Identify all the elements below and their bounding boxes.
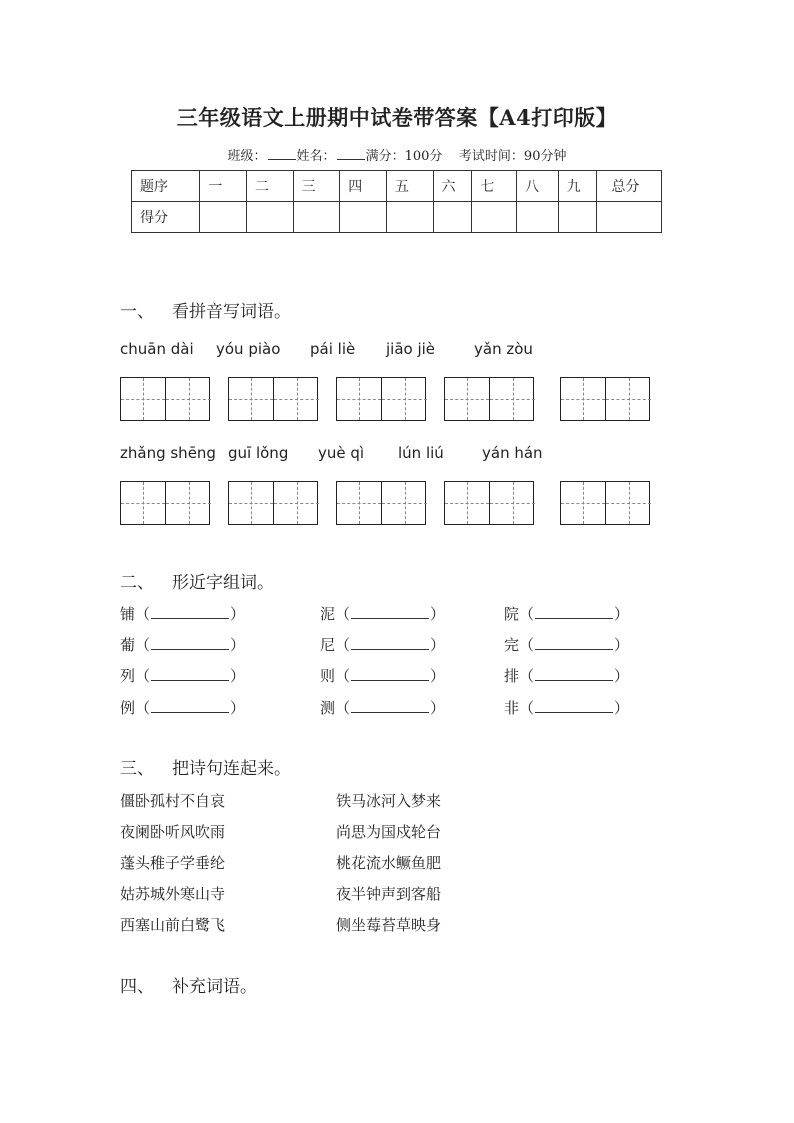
exam-info (0, 145, 794, 164)
score-cell[interactable] (340, 202, 387, 233)
word-item (504, 603, 629, 624)
word-char: 泥 (320, 605, 336, 623)
word-item (320, 697, 445, 718)
word-item (504, 665, 629, 686)
word-item (120, 634, 245, 655)
poem-line-right[interactable]: 侧坐莓苔草映身 (336, 916, 442, 934)
open-paren: （ (135, 667, 151, 685)
open-paren: （ (519, 605, 535, 623)
open-paren: （ (519, 667, 535, 685)
close-paren: ） (614, 636, 630, 654)
poem-line-left[interactable]: 僵卧孤村不自哀 (120, 792, 226, 810)
name-label: 姓名： (296, 149, 336, 164)
word-char: 非 (504, 699, 520, 717)
open-paren: （ (519, 636, 535, 654)
pinyin: zhǎng shēng (120, 444, 216, 462)
pinyin: yán hán (482, 444, 543, 462)
word-item (120, 697, 245, 718)
close-paren: ） (614, 605, 630, 623)
class-blank[interactable] (268, 147, 296, 160)
name-blank[interactable] (337, 147, 365, 160)
word-char: 尼 (320, 636, 336, 654)
poem-line-left[interactable]: 姑苏城外寒山寺 (120, 885, 226, 903)
word-item (504, 634, 629, 655)
open-paren: （ (335, 636, 351, 654)
pinyin: yǎn zòu (474, 340, 533, 358)
table-cell: 三 (293, 171, 340, 202)
table-cell: 五 (386, 171, 433, 202)
close-paren: ） (230, 636, 246, 654)
poem-line-left[interactable]: 西塞山前白鹭飞 (120, 916, 226, 934)
class-label: 班级： (227, 149, 267, 164)
score-cell[interactable] (246, 202, 293, 233)
pinyin: guī lǒng (228, 444, 289, 462)
writing-box[interactable] (228, 481, 318, 525)
word-char: 排 (504, 667, 520, 685)
poem-line-right[interactable]: 铁马冰河入梦来 (336, 792, 442, 810)
word-char: 完 (504, 636, 520, 654)
table-cell: 六 (433, 171, 472, 202)
word-item (120, 603, 245, 624)
score-cell[interactable] (293, 202, 340, 233)
writing-box[interactable] (120, 481, 210, 525)
table-cell: 八 (516, 171, 558, 202)
answer-blank[interactable] (351, 698, 429, 713)
answer-blank[interactable] (351, 666, 429, 681)
word-char: 葡 (120, 636, 136, 654)
writing-box[interactable] (336, 481, 426, 525)
close-paren: ） (230, 699, 246, 717)
writing-box[interactable] (444, 377, 534, 421)
answer-blank[interactable] (151, 635, 229, 650)
open-paren: （ (335, 605, 351, 623)
word-item (320, 665, 445, 686)
pinyin: yuè qì (318, 444, 365, 462)
open-paren: （ (519, 699, 535, 717)
open-paren: （ (135, 605, 151, 623)
poem-line-right[interactable]: 桃花流水鳜鱼肥 (336, 854, 442, 872)
section-number: 四、 (120, 977, 154, 997)
answer-blank[interactable] (351, 635, 429, 650)
close-paren: ） (430, 636, 446, 654)
score-cell[interactable] (597, 202, 662, 233)
table-cell: 七 (472, 171, 517, 202)
poem-line-left[interactable]: 夜阑卧听风吹雨 (120, 823, 226, 841)
close-paren: ） (430, 699, 446, 717)
table-cell: 九 (558, 171, 597, 202)
writing-box[interactable] (560, 377, 650, 421)
score-table-score-row (132, 202, 662, 233)
word-item (504, 697, 629, 718)
answer-blank[interactable] (535, 666, 613, 681)
page-title: 三年级语文上册期中试卷带答案【A4打印版】 (176, 105, 618, 130)
answer-blank[interactable] (535, 635, 613, 650)
word-char: 铺 (120, 605, 136, 623)
open-paren: （ (135, 699, 151, 717)
writing-box[interactable] (336, 377, 426, 421)
answer-blank[interactable] (535, 604, 613, 619)
close-paren: ） (230, 605, 246, 623)
answer-blank[interactable] (535, 698, 613, 713)
answer-blank[interactable] (151, 698, 229, 713)
section-4-title (120, 972, 257, 997)
table-cell: 二 (246, 171, 293, 202)
word-char: 测 (320, 699, 336, 717)
word-char: 则 (320, 667, 336, 685)
section-2-title (120, 568, 274, 593)
section-heading: 形近字组词。 (172, 573, 274, 593)
open-paren: （ (335, 699, 351, 717)
word-char: 院 (504, 605, 520, 623)
score-cell[interactable] (433, 202, 472, 233)
word-item (120, 665, 245, 686)
open-paren: （ (335, 667, 351, 685)
writing-box[interactable] (120, 377, 210, 421)
pinyin: pái liè (310, 340, 356, 358)
close-paren: ） (614, 667, 630, 685)
answer-blank[interactable] (351, 604, 429, 619)
score-cell[interactable] (200, 202, 247, 233)
writing-box[interactable] (228, 377, 318, 421)
close-paren: ） (430, 605, 446, 623)
open-paren: （ (135, 636, 151, 654)
score-table-header-row (132, 171, 662, 202)
section-heading: 补充词语。 (172, 977, 257, 997)
exam-time: 考试时间：90分钟 (458, 149, 567, 164)
close-paren: ） (430, 667, 446, 685)
table-cell: 四 (340, 171, 387, 202)
table-cell: 一 (200, 171, 247, 202)
section-number: 三、 (120, 759, 154, 779)
pinyin: yóu piào (216, 340, 281, 358)
word-item (320, 603, 445, 624)
section-number: 二、 (120, 573, 154, 593)
poem-line-right[interactable]: 尚思为国戍轮台 (336, 823, 442, 841)
word-char: 例 (120, 699, 136, 717)
writing-box[interactable] (444, 481, 534, 525)
score-table (131, 170, 662, 233)
score-cell[interactable] (516, 202, 558, 233)
table-cell: 总分 (597, 171, 662, 202)
word-item (320, 634, 445, 655)
writing-box[interactable] (560, 481, 650, 525)
score-cell[interactable] (558, 202, 597, 233)
section-3-title (120, 754, 291, 779)
poem-line-right[interactable]: 夜半钟声到客船 (336, 885, 442, 903)
pinyin: chuān dài (120, 340, 194, 358)
section-number: 一、 (120, 302, 154, 322)
close-paren: ） (614, 699, 630, 717)
section-heading: 把诗句连起来。 (172, 759, 291, 779)
section-heading: 看拼音写词语。 (172, 302, 291, 322)
pinyin: lún liú (398, 444, 444, 462)
section-1-title (120, 297, 291, 322)
poem-line-left[interactable]: 蓬头稚子学垂纶 (120, 854, 226, 872)
pinyin: jiāo jiè (386, 340, 436, 358)
word-char: 列 (120, 667, 136, 685)
table-cell: 得分 (132, 202, 200, 233)
answer-blank[interactable] (151, 666, 229, 681)
answer-blank[interactable] (151, 604, 229, 619)
score-cell[interactable] (386, 202, 433, 233)
close-paren: ） (230, 667, 246, 685)
table-cell: 题序 (132, 171, 200, 202)
score-cell[interactable] (472, 202, 517, 233)
full-score: 满分：100分 (365, 149, 443, 164)
